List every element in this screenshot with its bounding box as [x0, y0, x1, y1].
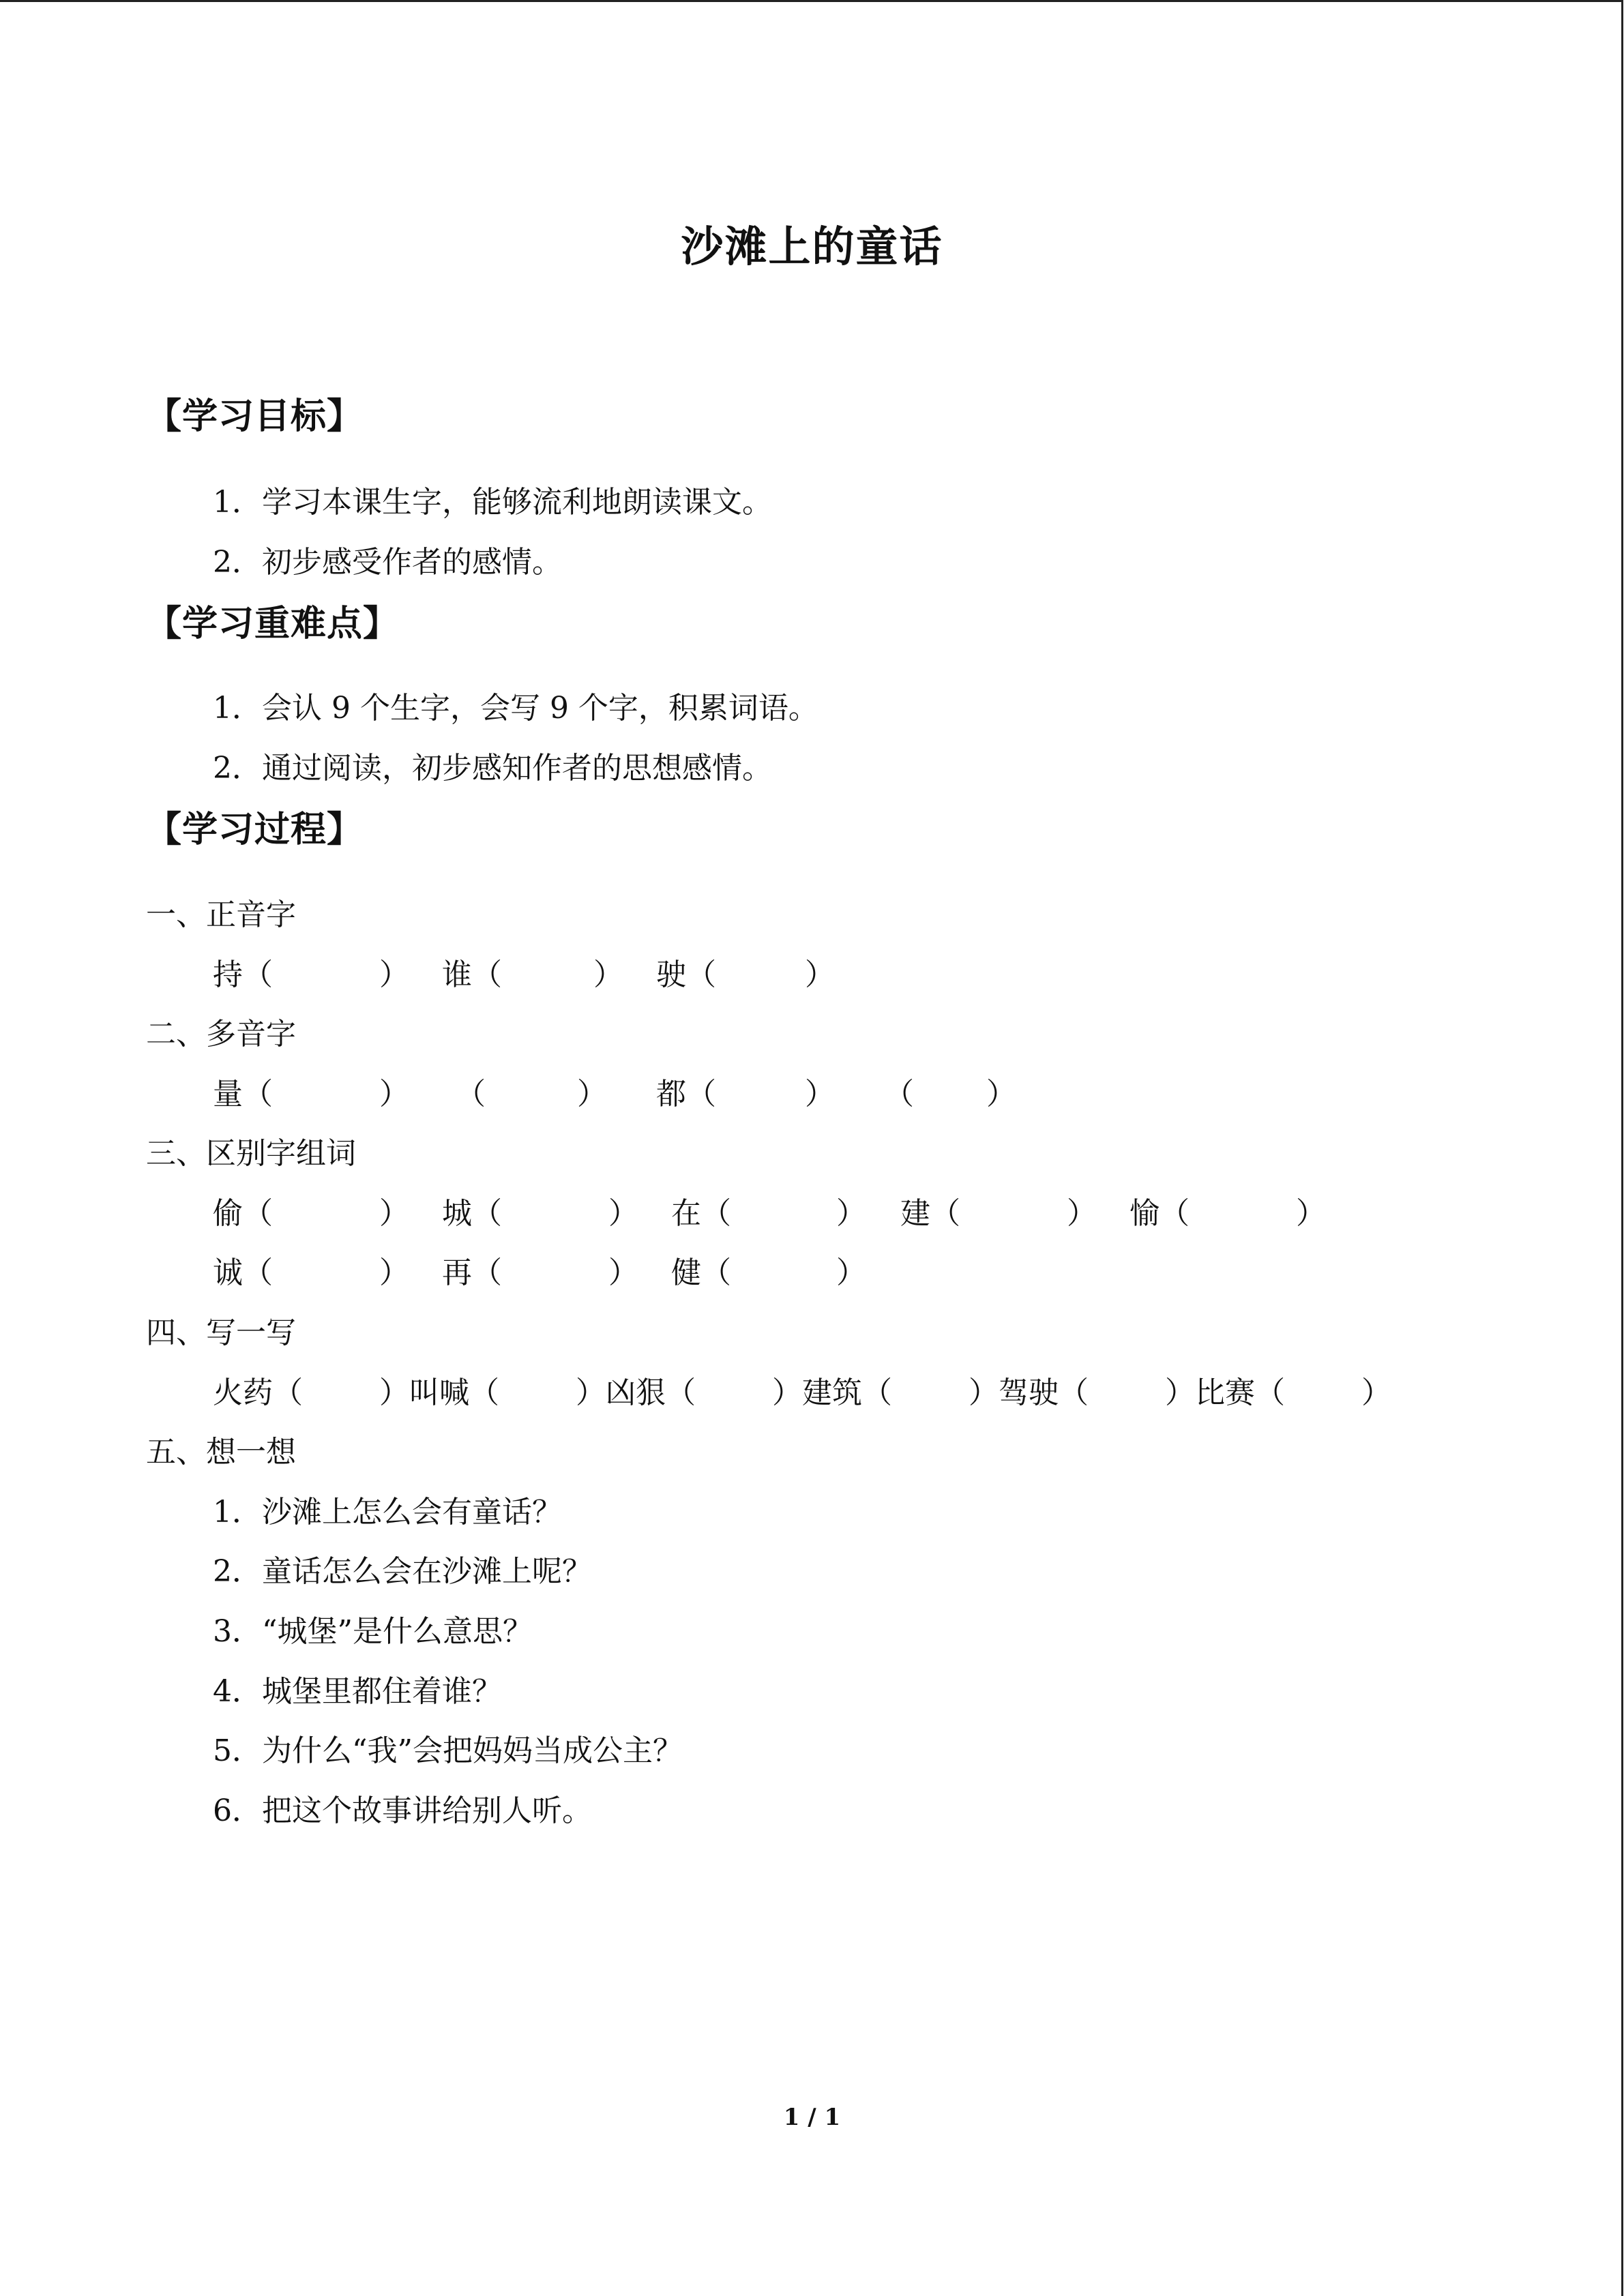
question-item: 1．沙滩上怎么会有童话？ — [213, 1495, 562, 1530]
blank-close: ） — [577, 1077, 607, 1112]
question-item: 4．城堡里都住着谁？ — [213, 1674, 502, 1709]
word-blank: ）驾驶（ — [969, 1375, 1089, 1410]
word-blank: ）叫喊（ — [379, 1375, 499, 1410]
blank-close: ） — [836, 1255, 866, 1290]
key-point-item: 1．会认 9 个生字，会写 9 个字，积累词语。 — [213, 691, 818, 726]
blank-open: 驶（ — [656, 957, 716, 992]
blank-close: ） — [805, 1077, 835, 1112]
part1-heading: 一、正音字 — [146, 897, 296, 932]
question-item: 6．把这个故事讲给别人听。 — [213, 1793, 592, 1828]
section-heading-process: 【学习过程】 — [146, 809, 364, 850]
blank-open: 建（ — [900, 1196, 960, 1231]
blank-close: ） — [593, 957, 623, 992]
blank-close: ） — [379, 1255, 409, 1290]
question-item: 3．“城堡”是什么意思？ — [213, 1614, 533, 1649]
blank-open: 再（ — [442, 1255, 502, 1290]
section-heading-objectives: 【学习目标】 — [146, 396, 364, 437]
question-item: 2．童话怎么会在沙滩上呢？ — [213, 1554, 592, 1589]
section-heading-key-points: 【学习重难点】 — [146, 603, 400, 644]
blank-open: （ — [884, 1077, 914, 1112]
blank-close: ） — [379, 957, 409, 992]
page-title: 沙滩上的童话 — [681, 222, 943, 271]
blank-close: ） — [1361, 1375, 1391, 1410]
page-number: 1 / 1 — [783, 2104, 841, 2131]
blank-close: ） — [986, 1077, 1016, 1112]
objective-item: 1．学习本课生字，能够流利地朗读课文。 — [213, 485, 772, 520]
objective-item: 2．初步感受作者的感情。 — [213, 545, 562, 580]
blank-close: ） — [1067, 1196, 1097, 1231]
question-item: 5．为什么“我”会把妈妈当成公主？ — [213, 1733, 683, 1768]
key-point-item: 2．通过阅读，初步感知作者的思想感情。 — [213, 751, 772, 786]
blank-open: 城（ — [442, 1196, 502, 1231]
blank-close: ） — [805, 957, 835, 992]
blank-open: 谁（ — [442, 957, 502, 992]
word-blank: ）比赛（ — [1165, 1375, 1285, 1410]
blank-open: 偷（ — [213, 1196, 273, 1231]
blank-close: ） — [379, 1196, 409, 1231]
part2-heading: 二、多音字 — [146, 1017, 296, 1052]
word-blank: ）建筑（ — [772, 1375, 892, 1410]
blank-close: ） — [379, 1077, 409, 1112]
blank-open: 诚（ — [213, 1255, 273, 1290]
blank-open: 都（ — [656, 1077, 716, 1112]
blank-open: （ — [456, 1077, 486, 1112]
blank-open: 持（ — [213, 957, 273, 992]
blank-close: ） — [608, 1255, 638, 1290]
blank-close: ） — [1296, 1196, 1326, 1231]
word-blank: 火药（ — [213, 1375, 303, 1410]
part5-heading: 五、想一想 — [146, 1435, 296, 1470]
blank-open: 健（ — [671, 1255, 731, 1290]
word-blank: ）凶狠（ — [576, 1375, 696, 1410]
blank-close: ） — [608, 1196, 638, 1231]
blank-open: 量（ — [213, 1077, 273, 1112]
part3-heading: 三、区别字组词 — [146, 1136, 356, 1171]
blank-open: 在（ — [671, 1196, 731, 1231]
blank-close: ） — [836, 1196, 866, 1231]
blank-open: 愉（ — [1130, 1196, 1190, 1231]
part4-heading: 四、写一写 — [146, 1315, 296, 1350]
